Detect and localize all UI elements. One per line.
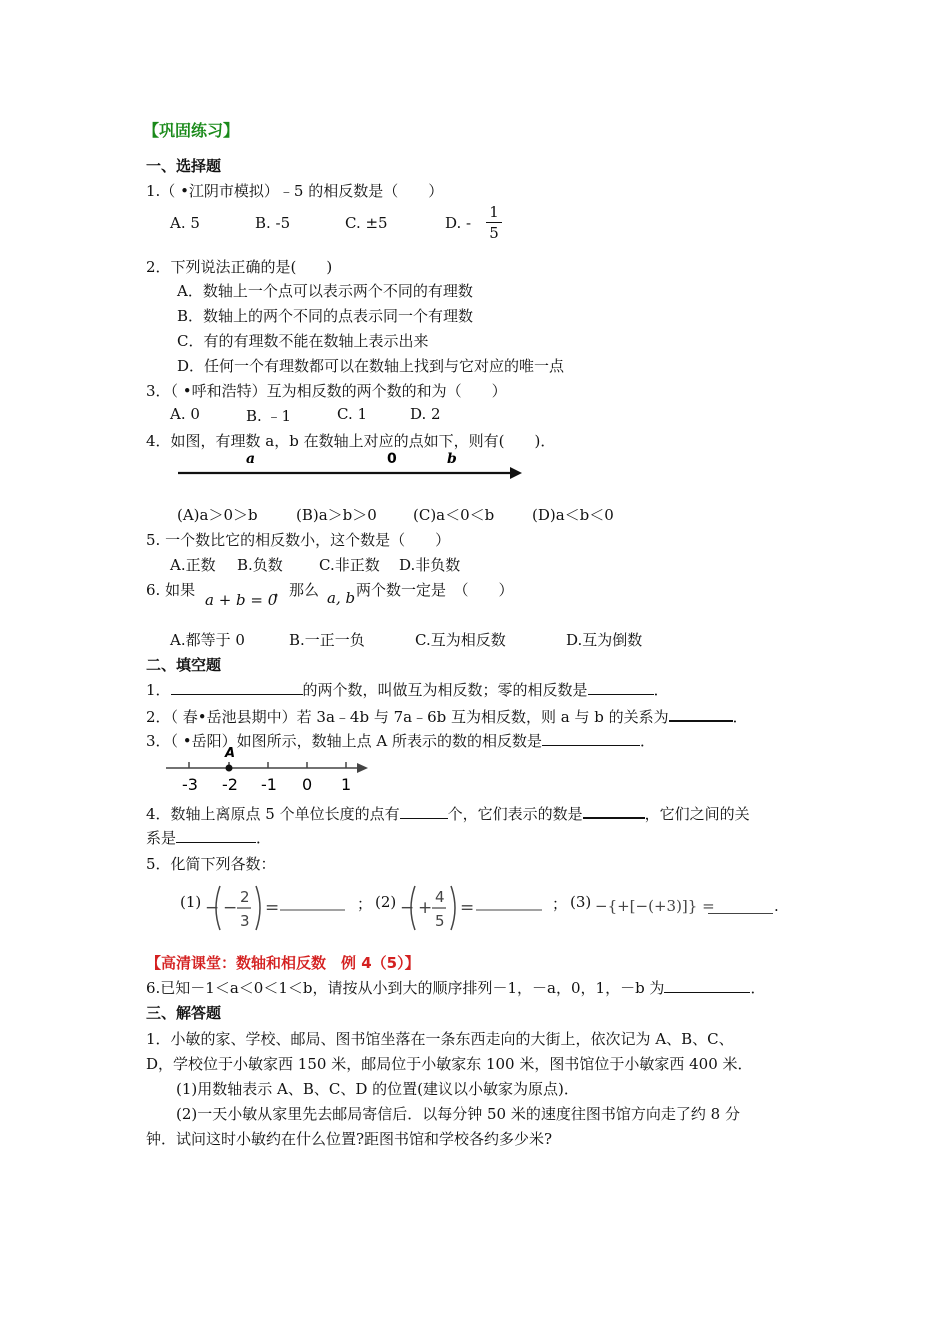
fill-q4-part-c: ，它们之间的关 (644, 805, 750, 823)
fill-q1 (146, 679, 669, 700)
q1-option-a: A. 5 (170, 214, 200, 232)
q5-end: . (774, 897, 779, 915)
q6-stem-mid: ，那么 (274, 581, 320, 599)
label-a: a (246, 451, 256, 467)
q6-option-b: B.一正一负 (289, 631, 365, 649)
q4-stem: 4．如图，有理数 a，b 在数轴上对应的点如下，则有( )． (146, 432, 556, 450)
q3-option-c: C. 1 (337, 405, 368, 423)
fill-q4-line2-text: 系是 (146, 829, 177, 847)
fill-q1-mid: 的两个数，叫做互为相反数；零的相反数是 (302, 681, 588, 699)
q4-option-c: (C)a＜0＜b (413, 506, 495, 524)
frac-den: 5 (435, 912, 445, 930)
q2-option-a: A．数轴上一个点可以表示两个不同的有理数 (177, 282, 473, 300)
fill-q2-end: ． (732, 708, 748, 726)
fill-q5-text: 5．化简下列各数： (146, 855, 276, 873)
q5-sep2: ； (552, 895, 568, 913)
q5-option-d: D.非负数 (399, 556, 461, 574)
q2-option-d: D．任何一个有理数都可以在数轴上找到与它对应的唯一点 (177, 357, 565, 375)
q5-option-a: A.正数 (170, 556, 216, 574)
q6-option-a: A.都等于 0 (170, 631, 245, 649)
part1-title: 一、选择题 (146, 157, 222, 175)
section-header: 【巩固练习】 (143, 121, 240, 140)
fraction-bar (486, 222, 502, 223)
label-zero: 0 (387, 451, 397, 467)
q6-option-d: D.互为倒数 (566, 631, 643, 649)
q3-option-b: B. ﹣1 (246, 407, 292, 425)
fill-q4-part-b: 个，它们表示的数是 (447, 805, 583, 823)
part3-q1-line2: D，学校位于小敏家西 150 米，邮局位于小敏家东 100 米，图书馆位于小敏家西 400 米． (146, 1055, 753, 1073)
q6-option-c: C.互为相反数 (415, 631, 506, 649)
q6-stem-pre: 6. 如果 (146, 581, 196, 599)
fill-q4-line2 (146, 827, 271, 848)
svg-text:−: − (400, 898, 415, 918)
fill-q1-num: 1． (146, 681, 171, 699)
part3-title: 三、解答题 (146, 1004, 222, 1022)
svg-text:−: − (205, 898, 220, 918)
q5-item1-label: (1) (180, 893, 202, 911)
answer-blank[interactable] (171, 679, 303, 695)
q1-stem: 1.（ •江阴市模拟）﹣5 的相反数是（ ） (146, 182, 444, 200)
q3-stem: 3．（ •呼和浩特）互为相反数的两个数的和为（ ） (146, 382, 507, 400)
answer-blank[interactable] (583, 802, 645, 819)
arrow-head (510, 467, 522, 479)
q5-item2-label: (2) (375, 893, 397, 911)
tick-label: 0 (302, 775, 313, 794)
part3-q1-sub1: (1)用数轴表示 A、B、C、D 的位置(建议以小敏家为原点)． (176, 1080, 579, 1098)
q5-option-b: B.负数 (237, 556, 283, 574)
q5-item3-label: (3) (570, 893, 592, 911)
q5-item2-expr (398, 880, 548, 936)
fill-q4-part-a: 4．数轴上离原点 5 个单位长度的点有 (146, 805, 400, 823)
tick-label: -2 (222, 775, 238, 794)
q6-vars: a, b (327, 589, 356, 607)
q3-number-line (160, 742, 380, 794)
q4-option-b: (B)a＞b＞0 (296, 506, 377, 524)
svg-text:=: = (265, 898, 280, 918)
q5-stem: 5. 一个数比它的相反数小，这个数是（ ） (146, 531, 451, 549)
q5-option-c: C.非正数 (319, 556, 380, 574)
q5-item3-expr: −{+[−(+3)]} = (595, 897, 715, 915)
fill-q3-end: ． (640, 732, 656, 750)
tick-label: -1 (261, 775, 277, 794)
frac-den: 3 (240, 912, 250, 930)
label-b: b (447, 451, 457, 467)
point-a-label: A (225, 746, 236, 761)
q2-option-c: C．有的有理数不能在数轴上表示出来 (177, 332, 429, 350)
q2-stem: 2．下列说法正确的是( ) (146, 258, 333, 276)
fill-q6 (146, 977, 765, 998)
fill-q2-text: 2．（ 春•岳池县期中）若 3a﹣4b 与 7a﹣6b 互为相反数，则 a 与 b 的关系为 (146, 708, 669, 726)
fill-q6-end: ． (750, 979, 766, 997)
fill-q4-line2-end: ． (256, 829, 272, 847)
q4-option-a: (A)a＞0＞b (177, 506, 258, 524)
svg-text:=: = (460, 898, 475, 918)
arrow-head (357, 763, 368, 773)
svg-text:+: + (418, 898, 433, 918)
fill-q3-text: 3．（ •岳阳）如图所示，数轴上点 A 所表示的数的相反数是 (146, 732, 543, 750)
frac-num: 4 (435, 888, 445, 906)
fill-q1-end: ． (653, 681, 669, 699)
fill-q6-text: 6.已知－1＜a＜0＜1＜b，请按从小到大的顺序排列－1，－a，0，1，－b 为 (146, 979, 665, 997)
q5-item1-expr (203, 880, 351, 936)
answer-blank[interactable] (708, 913, 773, 914)
q6-expression: a + b = 0 (205, 591, 278, 609)
part2-title: 二、填空题 (146, 656, 222, 674)
red-section-header: 【高清课堂：数轴和相反数 例 4（5）】 (146, 954, 420, 972)
q4-option-d: (D)a＜b＜0 (532, 506, 614, 524)
q4-number-line (170, 446, 530, 486)
fraction-denominator: 5 (489, 224, 499, 242)
tick-label: 1 (341, 775, 352, 794)
answer-blank[interactable] (542, 730, 640, 746)
answer-blank[interactable] (176, 827, 256, 843)
q3-option-d: D. 2 (410, 405, 441, 423)
fill-q4-line1 (146, 802, 750, 824)
q1-option-d-prefix: D. - (445, 214, 472, 232)
answer-blank[interactable] (400, 803, 448, 819)
part3-q1-sub2-line1: (2)一天小敏从家里先去邮局寄信后．以每分钟 50 米的速度往图书馆方向走了约 8 分 (176, 1105, 740, 1123)
answer-blank[interactable] (669, 705, 733, 722)
q3-option-a: A. 0 (170, 405, 200, 423)
q1-option-d-fraction (486, 203, 502, 242)
part3-q1-sub2-line2: 钟．试问这时小敏约在什么位置?距图书馆和学校各约多少米? (146, 1130, 553, 1148)
svg-text:−: − (223, 898, 238, 918)
q6-stem-post: 两个数一定是 （ ） (356, 581, 514, 599)
frac-num: 2 (240, 888, 250, 906)
answer-blank[interactable] (664, 977, 750, 993)
q1-option-c: C. ±5 (345, 214, 388, 232)
point-a-dot (226, 765, 233, 772)
q1-option-b: B. -5 (255, 214, 291, 232)
answer-blank[interactable] (588, 679, 654, 695)
fill-q2 (146, 705, 748, 727)
tick-label: -3 (182, 775, 198, 794)
q2-option-b: B．数轴上的两个不同的点表示同一个有理数 (177, 307, 474, 325)
q5-sep1: ； (357, 895, 373, 913)
part3-q1-line1: 1．小敏的家、学校、邮局、图书馆坐落在一条东西走向的大街上，依次记为 A、B、C、 (146, 1030, 734, 1048)
fraction-numerator: 1 (489, 203, 499, 221)
